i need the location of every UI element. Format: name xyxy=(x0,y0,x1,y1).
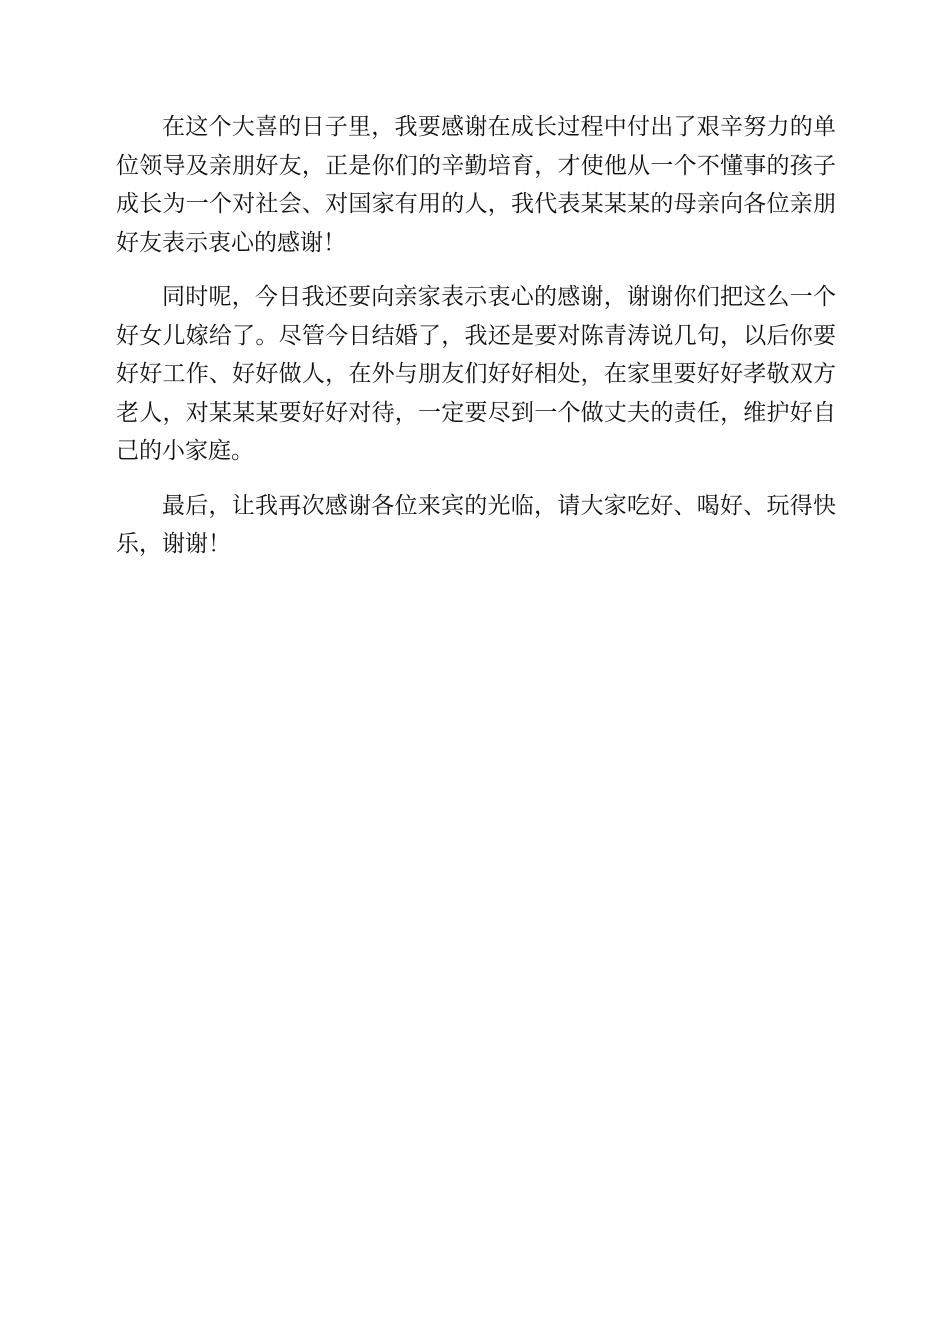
document-body xyxy=(116,108,836,580)
paragraph-thanks-in-laws: 同时呢，今日我还要向亲家表示衷心的感谢，谢谢你们把这么一个好女儿嫁给了。尽管今日结婚了，我还是要对陈青涛说几句，以后你要好好工作、好好做人，在外与朋友们好好相处，在家里要好好孝敬双方老人，对某某某要好好对待，一定要尽到一个做丈夫的责任，维护好自己的小家庭。 xyxy=(116,284,836,464)
paragraph-thanks-friends: 在这个大喜的日子里，我要感谢在成长过程中付出了艰辛努力的单位领导及亲朋好友，正是你们的辛勤培育，才使他从一个不懂事的孩子成长为一个对社会、对国家有用的人，我代表某某某的母亲向各位亲朋好友表示衷心的感谢！ xyxy=(116,114,836,256)
paragraph-closing: 最后，让我再次感谢各位来宾的光临，请大家吃好、喝好、玩得快乐，谢谢！ xyxy=(116,492,836,557)
